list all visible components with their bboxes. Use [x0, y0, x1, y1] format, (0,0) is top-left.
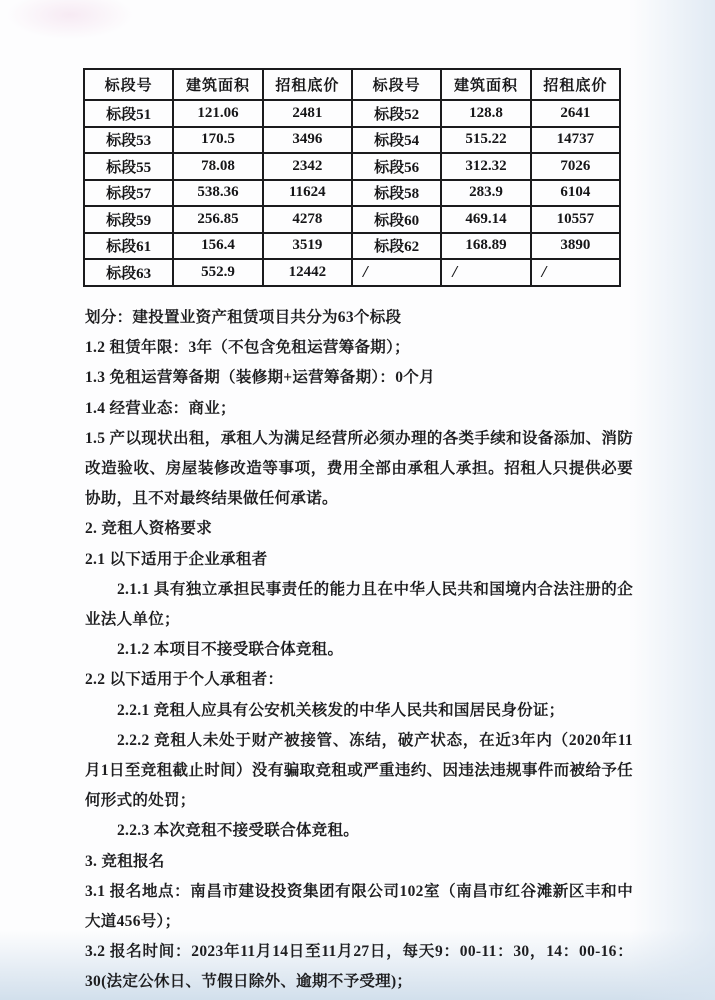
table-cell-empty-slash: / [531, 259, 620, 286]
table-cell: 2342 [263, 153, 352, 180]
table-cell: 标段56 [352, 153, 441, 180]
table-cell: 283.9 [441, 180, 530, 207]
table-row [84, 180, 620, 207]
table-cell: 标段63 [84, 259, 173, 286]
paragraph-3-1-registration-location: 3.1 报名地点：南昌市建设投资集团有限公司102室（南昌市红谷滩新区丰和中大道456号）； [85, 882, 633, 931]
table-cell: 2481 [263, 100, 352, 127]
table-cell: 552.9 [173, 259, 262, 286]
table-cell: 7026 [531, 153, 620, 180]
heading-3-bid-registration: 3. 竞租报名 [85, 852, 165, 870]
table-cell: 11624 [263, 180, 352, 207]
table-cell: 3519 [263, 233, 352, 260]
paragraph-2-2-2-financial-status: 2.2.2 竞租人未处于财产被接管、冻结，破产状态，在近3年内（2020年11月1日至竞租截止时间）没有骗取竞租或严重违约、因违法违规事件而被给予任何形式的处罚； [85, 731, 633, 810]
paragraph-1-5-as-is-condition: 1.5 产以现状出租，承租人为满足经营所必须办理的各类手续和设备添加、消防改造验收、房屋装修改造等事项，费用全部由承租人承担。招租人只提供必要协助，且不对最终结果做任何承诺。 [85, 429, 633, 508]
table-cell: 标段52 [352, 100, 441, 127]
paragraph-1-3-rent-free-period: 1.3 免租运营筹备期（装修期+运营筹备期）：0个月 [85, 369, 435, 387]
table-cell: 156.4 [173, 233, 262, 260]
table-cell: 标段53 [84, 127, 173, 154]
table-cell: 4278 [263, 206, 352, 233]
table-header-cell: 标段号 [84, 69, 173, 100]
table-cell: 标段61 [84, 233, 173, 260]
paragraph-2-2-individual-tenants: 2.2 以下适用于个人承租者： [85, 671, 284, 689]
bid-sections-table [83, 68, 621, 287]
table-cell: 标段57 [84, 180, 173, 207]
table-header-cell: 招租底价 [263, 69, 352, 100]
paragraph-2-1-1-legal-entity: 2.1.1 具有独立承担民事责任的能力且在中华人民共和国境内合法注册的企业法人单位； [85, 580, 633, 629]
paragraph-2-1-enterprise-tenants: 2.1 以下适用于企业承租者 [85, 550, 268, 568]
table-header-cell: 建筑面积 [173, 69, 262, 100]
table-cell: 标段60 [352, 206, 441, 233]
table-row [84, 127, 620, 154]
table-cell: 10557 [531, 206, 620, 233]
table-row [84, 233, 620, 260]
paragraph-1-4-business-type: 1.4 经营业态：商业； [85, 399, 236, 417]
paragraph-2-2-3-no-consortium: 2.2.3 本次竞租不接受联合体竞租。 [117, 822, 360, 840]
table-header-cell: 招租底价 [531, 69, 620, 100]
table-cell: 256.85 [173, 206, 262, 233]
table-cell: 469.14 [441, 206, 530, 233]
paragraph-2-2-1-id-card: 2.2.1 竞租人应具有公安机关核发的中华人民共和国居民身份证； [117, 701, 565, 719]
table-cell-empty-slash: / [441, 259, 530, 286]
table-row [84, 206, 620, 233]
table-cell: 515.22 [441, 127, 530, 154]
table-cell: 168.89 [441, 233, 530, 260]
table-cell: 标段58 [352, 180, 441, 207]
table-cell: 标段55 [84, 153, 173, 180]
table-cell: 3496 [263, 127, 352, 154]
table-cell: 312.32 [441, 153, 530, 180]
paragraph-2-1-2-no-consortium: 2.1.2 本项目不接受联合体竞租。 [117, 641, 344, 659]
table-cell: 78.08 [173, 153, 262, 180]
paragraph-division: 划分：建投置业资产租赁项目共分为63个标段 [85, 309, 402, 326]
table-cell: 121.06 [173, 100, 262, 127]
table-header-cell: 建筑面积 [441, 69, 530, 100]
table-header-row [84, 69, 620, 100]
table-cell: 3890 [531, 233, 620, 260]
table-cell: 标段54 [352, 127, 441, 154]
table-cell: 标段62 [352, 233, 441, 260]
table-row [84, 153, 620, 180]
document-body [85, 303, 633, 998]
table-cell: 12442 [263, 259, 352, 286]
paragraph-1-2-lease-term: 1.2 租赁年限：3年（不包含免租运营筹备期）； [85, 339, 410, 357]
table-row [84, 259, 620, 286]
table-row [84, 100, 620, 127]
table-cell: 538.36 [173, 180, 262, 207]
paragraph-3-2-registration-time: 3.2 报名时间：2023年11月14日至11月27日，每天9：00-11：30，14：00-16：30(法定公休日、节假日除外、逾期不予受理)； [85, 943, 633, 991]
table-cell: 128.8 [441, 100, 530, 127]
table-cell: 170.5 [173, 127, 262, 154]
table-cell: 14737 [531, 127, 620, 154]
table-cell: 2641 [531, 100, 620, 127]
table-cell: 标段59 [84, 206, 173, 233]
table-header-cell: 标段号 [352, 69, 441, 100]
table-cell: 标段51 [84, 100, 173, 127]
heading-2-bidder-qualifications: 2. 竞租人资格要求 [85, 520, 213, 538]
table-cell: 6104 [531, 180, 620, 207]
table-cell-empty-slash: / [352, 259, 441, 286]
